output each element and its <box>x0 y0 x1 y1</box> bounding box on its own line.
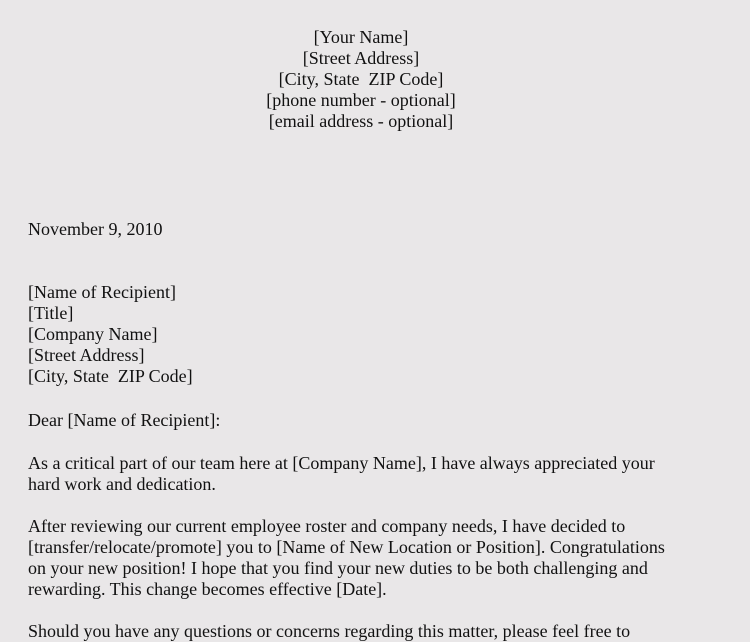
paragraph-line: Should you have any questions or concerns regarding this matter, please feel free to <box>28 621 631 641</box>
paragraph-line: As a critical part of our team here at [Company Name], I have always appreciated your <box>28 453 655 473</box>
recipient-title: [Title] <box>28 303 74 323</box>
salutation-block <box>28 410 220 431</box>
sender-street: [Street Address] <box>302 48 420 68</box>
paragraph-line: [transfer/relocate/promote] you to [Name of New Location or Position]. Congratulations <box>28 537 665 557</box>
body-paragraph-1 <box>28 453 728 495</box>
recipient-city-state-zip: [City, State ZIP Code] <box>28 366 193 386</box>
sender-phone: [phone number - optional] <box>266 90 456 110</box>
recipient-street: [Street Address] <box>28 345 145 365</box>
recipient-company: [Company Name] <box>28 324 158 344</box>
sender-name: [Your Name] <box>313 27 409 47</box>
recipient-name: [Name of Recipient] <box>28 282 176 302</box>
letter-date: November 9, 2010 <box>28 219 163 239</box>
body-paragraph-2 <box>28 516 728 600</box>
paragraph-line: hard work and dedication. <box>28 474 216 494</box>
paragraph-line: on your new position! I hope that you find your new duties to be both challenging and <box>28 558 648 578</box>
letter-date-block <box>28 219 162 240</box>
paragraph-line: rewarding. This change becomes effective [Date]. <box>28 579 387 599</box>
sender-city-state-zip: [City, State ZIP Code] <box>278 69 444 89</box>
paragraph-line: After reviewing our current employee roster and company needs, I have decided to <box>28 516 626 536</box>
sender-address-block <box>0 27 722 132</box>
recipient-address-block <box>28 282 193 387</box>
sender-email: [email address - optional] <box>268 111 454 131</box>
salutation: Dear [Name of Recipient]: <box>28 410 221 430</box>
body-paragraph-3 <box>28 621 728 642</box>
